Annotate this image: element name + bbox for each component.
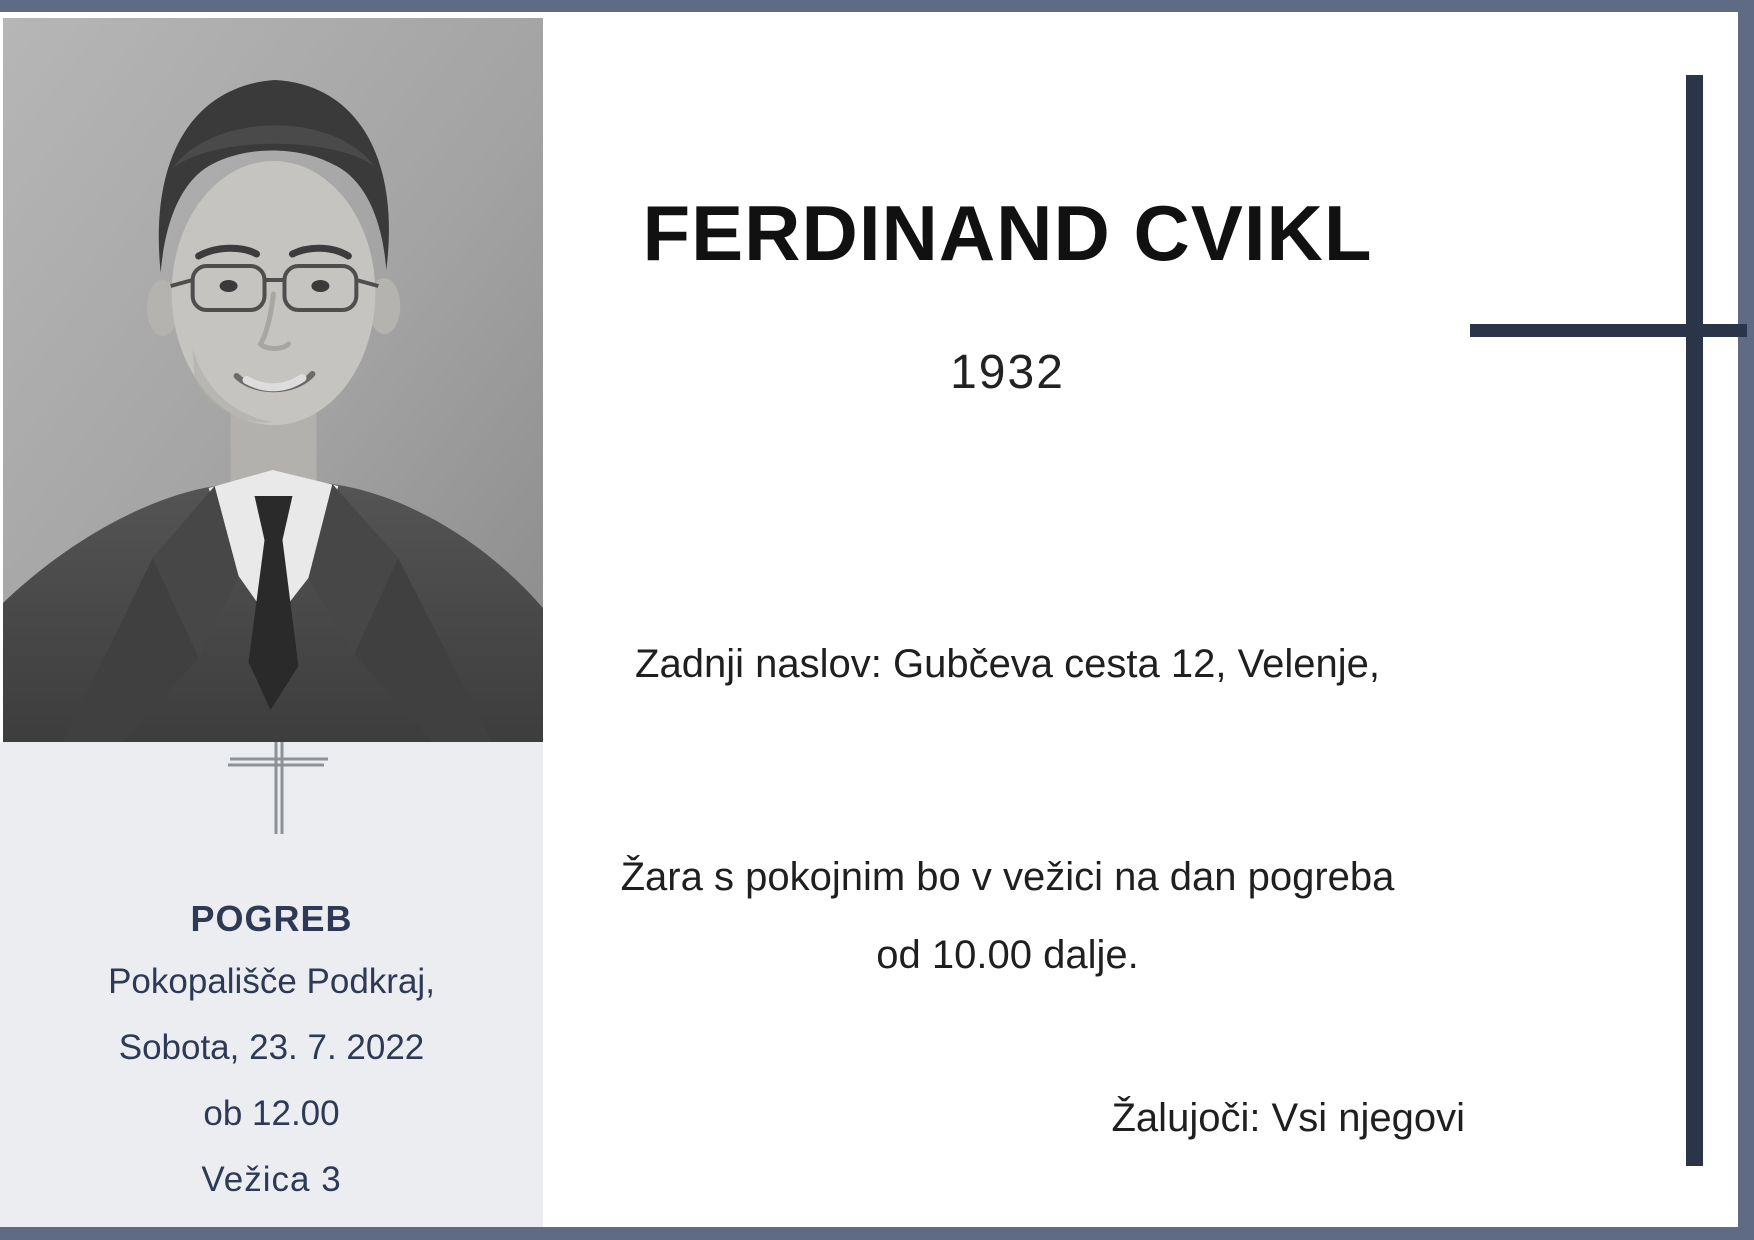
urn-notice-line1: Žara s pokojnim bo v vežici na dan pogreba xyxy=(620,855,1395,899)
funeral-heading: POGREB xyxy=(190,898,353,939)
address-line: Zadnji naslov: Gubčeva cesta 12, Velenje, xyxy=(635,642,1380,686)
mourners-line: Žalujoči: Vsi njegovi xyxy=(1111,1096,1465,1140)
memorial-cross-icon xyxy=(1470,324,1747,337)
portrait-photo xyxy=(3,18,543,742)
funeral-cemetery: Pokopališče Podkraj, xyxy=(108,962,435,1001)
top-border-bar xyxy=(0,0,1754,12)
funeral-chapel: Vežica 3 xyxy=(201,1160,342,1199)
urn-notice-line2: od 10.00 dalje. xyxy=(876,933,1139,977)
latin-cross-icon xyxy=(228,742,328,834)
memorial-cross-icon xyxy=(1686,75,1703,1166)
deceased-name: FERDINAND CVIKL xyxy=(642,189,1373,277)
right-border-bar xyxy=(1738,0,1754,1240)
funeral-date: Sobota, 23. 7. 2022 xyxy=(118,1028,425,1067)
funeral-panel xyxy=(0,742,543,1227)
funeral-time: ob 12.00 xyxy=(203,1094,340,1133)
portrait-photo-graphic xyxy=(3,18,543,742)
bottom-border-bar xyxy=(0,1227,1754,1240)
birth-year: 1932 xyxy=(950,346,1065,399)
